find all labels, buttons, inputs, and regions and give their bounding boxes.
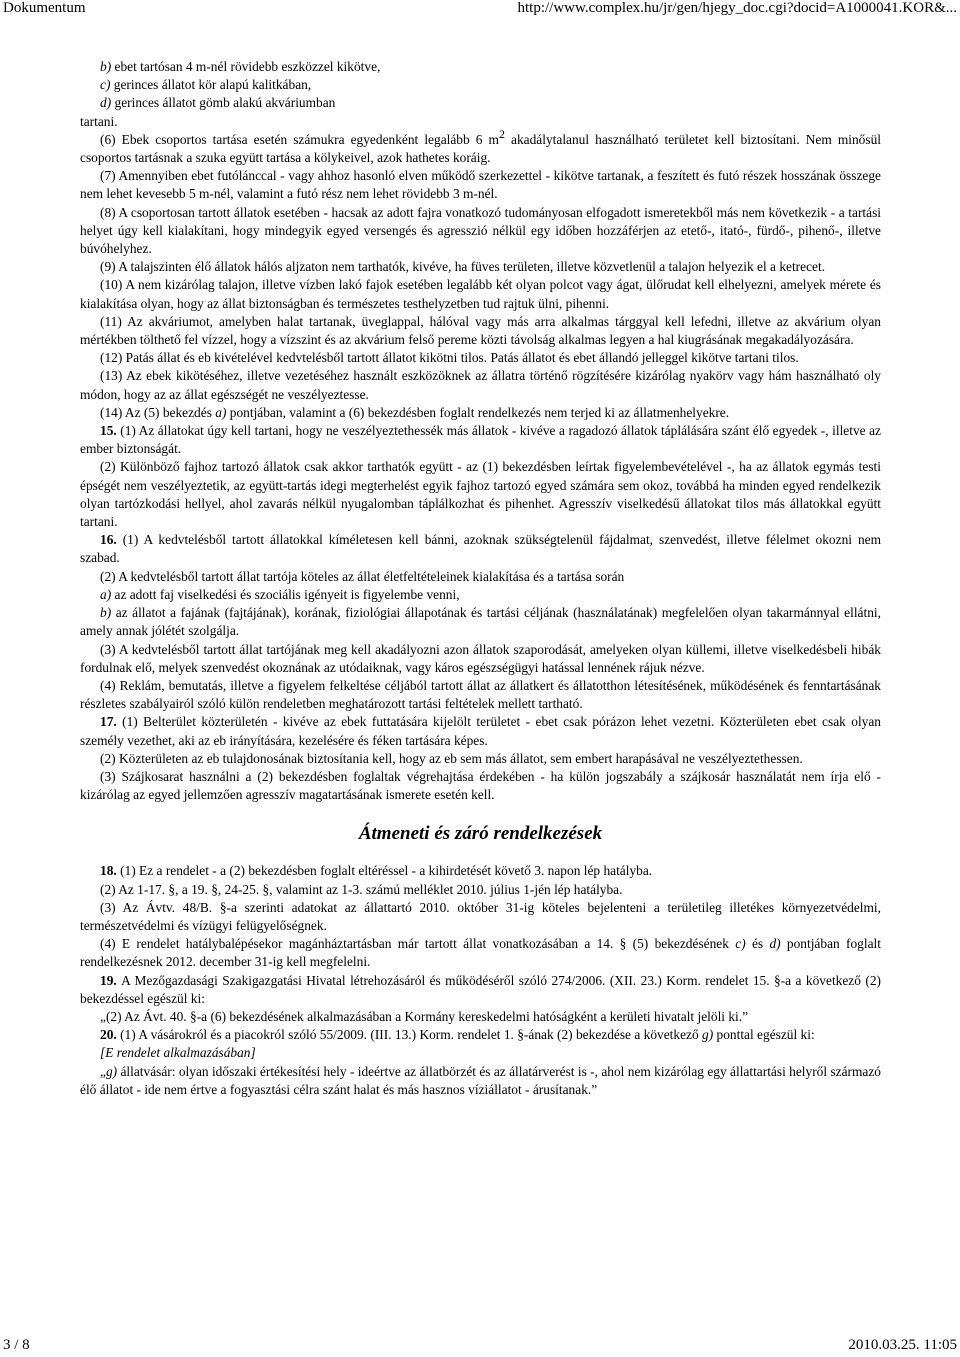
paragraph: (4) E rendelet hatálybalépésekor magánháztartásban már tartott állat vonatkozásában a 14. § (5) bekezdésének c) és d) pontjában foglalt rendelkezésnek 2012. december 31-ig kell megfelelni. — [80, 936, 881, 970]
paragraph: (3) Szájkosarat használni a (2) bekezdésben foglaltak végrehajtása érdekében - ha külön jogszabály a szájkosár használatát nem írja elő - kizárólag az egyed jellemzően agresszív magatartásának ismerete esetén kell. — [80, 768, 881, 803]
paragraph: c) gerinces állatot kör alapú kalitkában, — [100, 77, 312, 93]
paragraph: (7) Amennyiben ebet futólánccal - vagy ahhoz hasonló elven működő szerkezettel - kikötve tartanak, a feszített és futó részek hosszának összege nem lehet kevesebb 5 m-nél, valamint a futó rész nem lehet rövidebb 3 m-nél. — [80, 168, 881, 202]
document-body — [80, 58, 881, 1099]
paragraph: (3) Az Ávtv. 48/B. §-a szerinti adatokat az állattartó 2010. október 31-ig köteles bejelenteni a területileg illetékes környezetvédelmi, természetvédelmi és vízügyi felügyelőségnek. — [80, 899, 881, 933]
paragraph: (12) Patás állat és eb kivételével kedvtelésből tartott állatot kikötni tilos. Patás állatot és ebet állandó jelleggel kikötve tartani tilos. — [100, 350, 799, 366]
paragraph: 19. A Mezőgazdasági Szakigazgatási Hivatal létrehozásáról és működéséről szóló 274/2006. (XII. 23.) Korm. rendelet 15. §-a a következő (2) bekezdéssel egészül ki: — [80, 972, 881, 1006]
section-title: Átmeneti és záró rendelkezések — [358, 823, 603, 845]
header-url: http://www.complex.hu/jr/gen/hjegy_doc.cgi?docid=A1000041.KOR&... — [517, 0, 957, 16]
paragraph: (2) Különböző fajhoz tartozó állatok csak akkor tarthatók együtt - az (1) bekezdésben leírtak figyelembevételével -, ha az állatok egymás testi épségét nem veszélyeztetik, az együtt-tartás idegi megterhelést egyik fajhoz tartozó egyed számára sem okoz, továbbá ha minden egyed rendelkezik olyan tartózkodási hellyel, ahol zavarás nélkül nyugalomban táplálkozhat és pihenhet. Agresszív viselkedésű állatokat tilos más állatokkal együtt tartani. — [80, 459, 881, 530]
paragraph: b) az állatot a fajának (fajtájának), korának, fiziológiai állapotának és tartási céljának (használatának) megfelelően olyan takarmánnyal ellátni, amely annak jólétét szolgálja. — [80, 605, 881, 639]
paragraph: (2) Közterületen az eb tulajdonosának biztosítania kell, hogy az eb sem más állatot, sem embert harapásával ne veszélyeztethessen. — [100, 750, 803, 766]
paragraph: 15. (1) Az állatokat úgy kell tartani, hogy ne veszélyeztethessék más állatok - kivéve a ragadozó állatok táplálására szánt élő egyedek -, illetve az ember biztonságát. — [80, 423, 881, 457]
paragraph: (8) A csoportosan tartott állatok esetében - hacsak az adott fajra vonatkozó tudományosan elfogadott ismeretekből más nem következik - a tartási helyet úgy kell kialakítani, hogy mindegyik egyed versengés és agresszió nélkül egy időben hozzáférjen az etető-, itató-, fürdő-, pihenő-, illetve búvóhelyhez. — [80, 204, 881, 257]
paragraph: (13) Az ebek kikötéséhez, illetve vezetéséhez használt eszközöknek az állatra történő rögzítésére kizárólag nyakörv vagy hám használható oly módon, hogy az az állat egészségét ne veszélyeztesse. — [80, 368, 881, 402]
paragraph: 16. (1) A kedvtelésből tartott állatokkal kíméletesen kell bánni, azoknak szükségtelenül fájdalmat, szenvedést, illetve félelmet okozni nem szabad. — [80, 532, 881, 566]
paragraph: 20. (1) A vásárokról és a piacokról szóló 55/2009. (III. 13.) Korm. rendelet 1. §-ának (2) bekezdése a következő g) ponttal egészül ki: — [100, 1027, 815, 1043]
paragraph: „(2) Az Ávt. 40. §-a (6) bekezdésének alkalmazásában a Kormány kereskedelmi hatóságként a kerületi hivatalt jelöli ki.” — [100, 1008, 749, 1024]
paragraph: (2) Az 1-17. §, a 19. §, 24-25. §, valamint az 1-3. számú melléklet 2010. július 1-jén lép hatályba. — [100, 881, 623, 897]
paragraphs-part-1 — [80, 58, 881, 804]
paragraph: b) ebet tartósan 4 m-nél rövidebb eszközzel kikötve, — [100, 59, 381, 74]
page-footer — [0, 1337, 960, 1357]
paragraph: (2) A kedvtelésből tartott állat tartója köteles az állat életfeltételeinek kialakítása és a tartása során — [100, 568, 625, 584]
paragraph: tartani. — [80, 113, 118, 129]
paragraph: (6) Ebek csoportos tartása esetén számukra egyedenként legalább 6 $m^2$ akadálytalanul használható területet kell biztosítani. Nem minősül csoportos tartásnak a szuka együtt tartása a kölykeivel, azok hathetes koráig. — [80, 126, 882, 166]
page-number: 3 / 8 — [3, 1337, 30, 1353]
paragraph: (4) Reklám, bemutatás, illetve a figyelem felkeltése céljából tartott állat az állatkert és állatotthon létesítésének, működésének és fenntartásának részletes szabályairól szóló külön rendeletben meghatározott tartási feltételek mellett tartható. — [80, 677, 881, 712]
paragraph: (10) A nem kizárólag talajon, illetve vízben lakó fajok esetében legalább két olyan polcot vagy ágat, ülőrudat kell elhelyezni, amelyek mérete és kialakítása olyan, hogy az állat biztonságban és természetes testhelyzetben tud rajtuk ülni, pihenni. — [80, 277, 881, 311]
paragraph: [E rendelet alkalmazásában] — [100, 1045, 256, 1061]
paragraph: a) az adott faj viselkedési és szociális igényeit is figyelembe venni, — [100, 586, 460, 602]
paragraph: (3) A kedvtelésből tartott állat tartójának meg kell akadályozni azon állatok szaporodását, amelyeken olyan küllemi, illetve viselkedésbeli hibák fordulnak elő, melyek szenvedést okoznának az utódaiknak, vagy káros egészségügyi hatással lennének rájuk nézve. — [80, 641, 881, 675]
paragraph: 18. (1) Ez a rendelet - a (2) bekezdésben foglalt eltéréssel - a kihirdetését követő 3. napon lép hatályba. — [100, 863, 653, 879]
paragraphs-part-2 — [80, 862, 881, 1099]
paragraph: „g) állatvásár: olyan időszaki értékesítési hely - ideértve az állatbörzét és az állatárverést is -, ahol nem kizárólag egy állattartási helyről származó élő állatot - ide nem értve a fogyasztási célra szánt halat és más hasznos víziállatot - árusítanak.” — [80, 1063, 881, 1097]
paragraph: 17. (1) Belterület közterületén - kivéve az ebek futtatására kijelölt területet - ebet csak pórázon lehet vezetni. Közterületen ebet csak olyan személy vezethet, aki az eb irányítására, kezelésére és féken tartására képes. — [80, 714, 882, 748]
print-datetime: 2010.03.25. 11:05 — [848, 1337, 957, 1353]
paragraph: d) gerinces állatot gömb alakú akváriumban — [100, 95, 336, 111]
header-title: Dokumentum — [3, 0, 86, 16]
paragraph: (14) Az (5) bekezdés a) pontjában, valamint a (6) bekezdésben foglalt rendelkezés nem terjed ki az állatmenhelyekre. — [100, 404, 730, 420]
paragraph: (11) Az akváriumot, amelyben halat tartanak, üveglappal, hálóval vagy más arra alkalmas tárggyal kell lefedni, illetve az akvárium olyan mértékben tölthető fel vízzel, hogy a vízszint és az akvárium felső pereme közti távolság alkalmas legyen a hal kiugrásának megakadályozására. — [80, 313, 881, 348]
page-header — [0, 0, 960, 22]
paragraph: (9) A talajszinten élő állatok hálós aljzaton nem tarthatók, kivéve, ha füves területen, illetve közvetlenül a talajon helyezik el a ketrecet. — [100, 259, 826, 275]
